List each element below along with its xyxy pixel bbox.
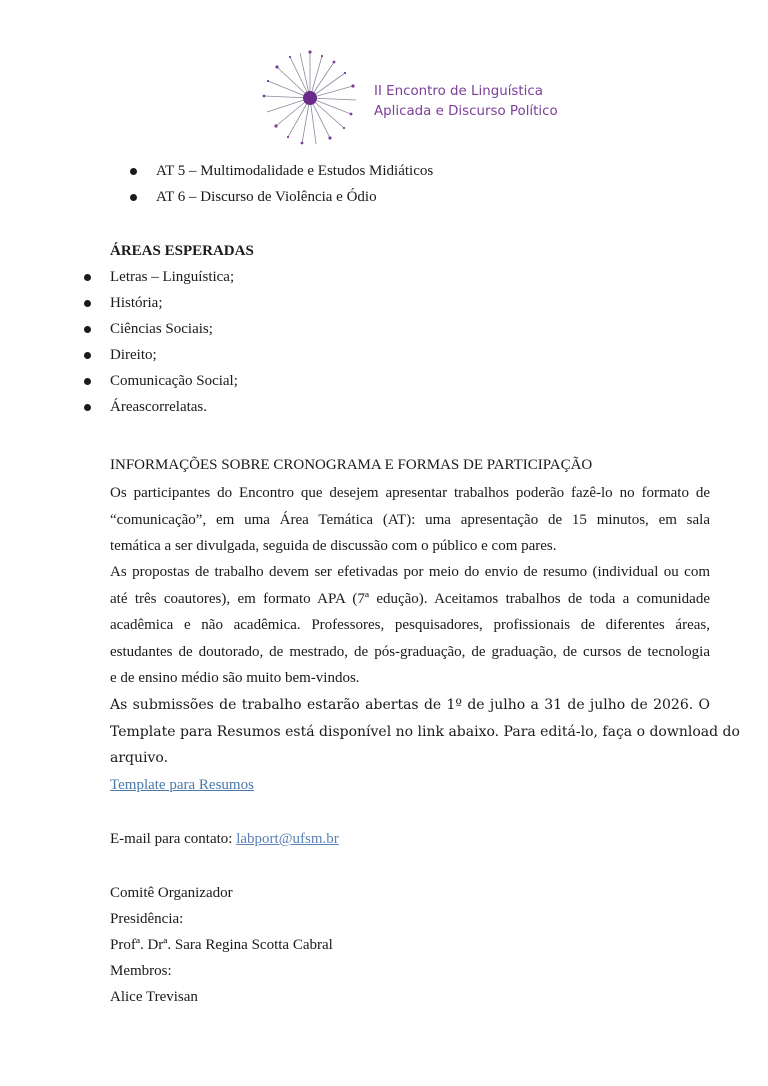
list-item: Direito; xyxy=(110,342,157,368)
president-name: Profª. Drª. Sara Regina Scotta Cabral xyxy=(110,937,333,953)
committee-title: Comitê Organizador xyxy=(110,885,233,901)
paragraph-line: e de ensino médio são muito bem-vindos. xyxy=(110,670,360,686)
paragraph-line: As submissões de trabalho estarão abertas de 1º de julho a 31 de julho de 2026. O xyxy=(110,697,710,713)
member-name: Alice Trevisan xyxy=(110,989,198,1005)
list-item: AT 5 – Multimodalidade e Estudos Midiáticos xyxy=(156,158,433,184)
contact-label: E-mail para contato: xyxy=(110,831,237,847)
paragraph-line: “comunicação”, em uma Área Temática (AT): uma apresentação de 15 minutos, em sala xyxy=(110,511,710,528)
template-link[interactable]: Template para Resumos xyxy=(110,777,254,793)
list-item: AT 6 – Discurso de Violência e Ódio xyxy=(156,184,377,210)
info-heading: INFORMAÇÕES SOBRE CRONOGRAMA E FORMAS DE PARTICIPAÇÃO xyxy=(110,457,593,473)
paragraph-line: até três coautores), em formato APA (7ª edução). Aceitamos trabalhos de toda a comunidade xyxy=(110,590,710,607)
starburst-logo-icon xyxy=(260,48,360,148)
paragraph-line: acadêmica e não acadêmica. Professores, pesquisadores, profissionais de diferentes áreas, xyxy=(110,617,710,633)
list-item: História; xyxy=(110,290,163,316)
presidency-label: Presidência: xyxy=(110,911,184,927)
paragraph-line: temática a ser divulgada, seguida de discussão com o público e com pares. xyxy=(110,538,557,554)
event-title-line2: Aplicada e Discurso Político xyxy=(374,104,558,119)
paragraph-line: estudantes de doutorado, de mestrado, de pós-graduação, de graduação, de cursos de tecnologia xyxy=(110,643,710,660)
paragraph-submissions xyxy=(110,692,740,772)
event-title xyxy=(374,82,558,122)
paragraph-participation xyxy=(110,480,710,560)
paragraph-line: Template para Resumos está disponível no link abaixo. Para editá-lo, faça o download do xyxy=(110,723,740,740)
list-item: Áreascorrelatas. xyxy=(110,394,207,420)
members-label: Membros: xyxy=(110,963,172,979)
list-item: Comunicação Social; xyxy=(110,368,238,394)
paragraph-proposals xyxy=(110,559,710,692)
contact-line xyxy=(110,826,339,852)
list-item: Ciências Sociais; xyxy=(110,316,213,342)
areas-heading: ÁREAS ESPERADAS xyxy=(110,243,254,259)
list-item: Letras – Linguística; xyxy=(110,264,234,290)
paragraph-line: arquivo. xyxy=(110,750,169,766)
event-title-line1: II Encontro de Linguística xyxy=(374,84,543,99)
email-link[interactable]: labport@ufsm.br xyxy=(236,831,339,847)
paragraph-line: Os participantes do Encontro que desejem apresentar trabalhos poderão fazê-lo no formato de xyxy=(110,485,710,501)
paragraph-line: As propostas de trabalho devem ser efetivadas por meio do envio de resumo (individual ou com xyxy=(110,564,710,580)
